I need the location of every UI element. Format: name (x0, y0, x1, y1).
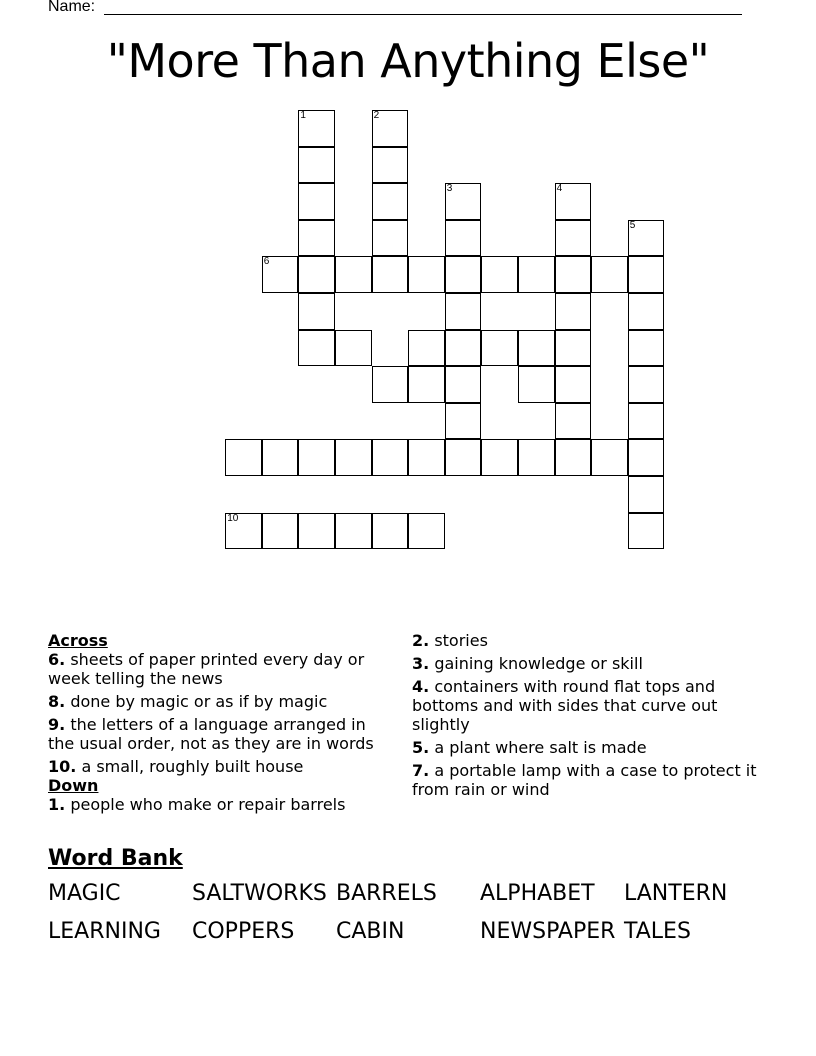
crossword-cell[interactable] (555, 220, 592, 257)
crossword-cell[interactable] (445, 293, 482, 330)
down-heading: Down (48, 776, 99, 795)
clue-number: 9. (48, 715, 66, 734)
cell-number: 4 (556, 183, 563, 195)
crossword-cell[interactable] (628, 330, 665, 367)
word-bank-word: NEWSPAPER (480, 919, 616, 944)
word-bank-word: LEARNING (48, 919, 161, 944)
crossword-cell[interactable] (555, 256, 592, 293)
cell-number: 1 (300, 110, 306, 121)
clue-number: 3. (412, 654, 430, 673)
clues-left-column (48, 631, 393, 818)
crossword-cell[interactable] (298, 330, 335, 367)
crossword-cell[interactable] (591, 256, 628, 293)
crossword-cell[interactable] (445, 403, 482, 440)
crossword-cell[interactable] (298, 256, 335, 293)
crossword-cell[interactable] (298, 220, 335, 257)
crossword-cell[interactable] (445, 366, 482, 403)
clue-number: 8. (48, 692, 66, 711)
crossword-cell[interactable] (298, 439, 335, 476)
clue-text: a small, roughly built house (81, 757, 304, 776)
clue-number: 1. (48, 795, 66, 814)
clues-right-column (412, 631, 757, 803)
crossword-cell[interactable] (225, 513, 262, 550)
clue-text: the letters of a language arranged in the usual order, not as they are in words (48, 715, 374, 753)
cell-number: 2 (373, 110, 380, 121)
clue-down-3 (412, 654, 757, 673)
page-title: "More Than Anything Else" (106, 34, 710, 88)
crossword-cell[interactable] (372, 220, 409, 257)
word-bank-word: ALPHABET (480, 881, 595, 906)
clue-across-6 (48, 650, 393, 688)
crossword-cell[interactable] (481, 439, 518, 476)
crossword-cell[interactable] (372, 183, 409, 220)
clue-down-2 (412, 631, 757, 650)
crossword-cell[interactable] (628, 513, 665, 550)
clue-text: stories (434, 631, 488, 650)
clue-text: a portable lamp with a case to protect it from rain or wind (412, 761, 757, 799)
crossword-cell[interactable] (555, 403, 592, 440)
crossword-cell[interactable] (335, 513, 372, 550)
word-bank-word: TALES (624, 919, 691, 944)
crossword-cell[interactable] (518, 256, 555, 293)
crossword-cell[interactable] (445, 256, 482, 293)
crossword-cell[interactable] (518, 439, 555, 476)
crossword-cell[interactable] (298, 293, 335, 330)
crossword-cell[interactable] (445, 330, 482, 367)
word-bank-word: BARRELS (336, 881, 437, 906)
clue-down-7 (412, 761, 757, 799)
crossword-cell[interactable] (335, 439, 372, 476)
crossword-cell[interactable] (518, 366, 555, 403)
cell-number: 5 (629, 219, 636, 231)
crossword-cell[interactable] (298, 513, 335, 550)
crossword-cell[interactable] (628, 476, 665, 513)
crossword-cell[interactable] (628, 293, 665, 330)
crossword-cell[interactable] (372, 110, 409, 147)
crossword-cell[interactable] (628, 256, 665, 293)
crossword-cell[interactable] (262, 256, 299, 293)
clue-number: 5. (412, 738, 430, 757)
crossword-cell[interactable] (372, 147, 409, 184)
crossword-cell[interactable] (335, 330, 372, 367)
crossword-cell[interactable] (298, 147, 335, 184)
crossword-cell[interactable] (225, 439, 262, 476)
clue-across-8 (48, 692, 393, 711)
clue-down-1 (48, 795, 393, 814)
clue-text: containers with round flat tops and bottoms and with sides that curve out slightly (412, 677, 718, 734)
crossword-cell[interactable] (628, 439, 665, 476)
crossword-cell[interactable] (591, 439, 628, 476)
cell-number: 10 (227, 512, 239, 524)
crossword-cell[interactable] (628, 403, 665, 440)
clue-number: 2. (412, 631, 430, 650)
clue-text: people who make or repair barrels (70, 795, 346, 814)
crossword-cell[interactable] (408, 330, 445, 367)
crossword-cell[interactable] (628, 220, 665, 257)
crossword-cell[interactable] (335, 256, 372, 293)
crossword-cell[interactable] (555, 183, 592, 220)
crossword-cell[interactable] (445, 183, 482, 220)
clue-text: sheets of paper printed every day or week telling the news (48, 650, 365, 688)
crossword-cell[interactable] (445, 439, 482, 476)
crossword-cell[interactable] (518, 330, 555, 367)
crossword-cell[interactable] (298, 110, 335, 147)
cell-number: 6 (263, 256, 270, 268)
crossword-cell[interactable] (298, 183, 335, 220)
clue-across-9 (48, 715, 393, 753)
crossword-cell[interactable] (555, 293, 592, 330)
word-bank-word: COPPERS (192, 919, 295, 944)
clue-across-10 (48, 757, 393, 776)
crossword-cell[interactable] (555, 366, 592, 403)
crossword-cell[interactable] (372, 366, 409, 403)
crossword-cell[interactable] (481, 256, 518, 293)
clue-down-4 (412, 677, 757, 734)
clue-text: done by magic or as if by magic (70, 692, 328, 711)
crossword-cell[interactable] (372, 256, 409, 293)
crossword-cell[interactable] (262, 513, 299, 550)
crossword-cell[interactable] (372, 513, 409, 550)
clue-text: a plant where salt is made (434, 738, 647, 757)
cell-number: 3 (446, 183, 453, 195)
clue-number: 7. (412, 761, 430, 780)
word-bank-word: CABIN (336, 919, 405, 944)
crossword-cell[interactable] (408, 513, 445, 550)
crossword-cell[interactable] (555, 439, 592, 476)
clue-text: gaining knowledge or skill (434, 654, 643, 673)
crossword-cell[interactable] (408, 256, 445, 293)
crossword-cell[interactable] (262, 439, 299, 476)
name-label: Name: (48, 0, 96, 15)
clue-number: 10. (48, 757, 77, 776)
clue-number: 4. (412, 677, 430, 696)
crossword-cell[interactable] (555, 330, 592, 367)
crossword-cell[interactable] (481, 330, 518, 367)
word-bank-title: Word Bank (48, 846, 183, 871)
crossword-cell[interactable] (445, 220, 482, 257)
word-bank-word: SALTWORKS (192, 881, 327, 906)
clue-number: 6. (48, 650, 66, 669)
word-bank-word: LANTERN (624, 881, 728, 906)
crossword-cell[interactable] (372, 439, 409, 476)
clue-down-5 (412, 738, 757, 757)
across-heading: Across (48, 631, 108, 650)
crossword-cell[interactable] (408, 439, 445, 476)
word-bank-word: MAGIC (48, 881, 121, 906)
crossword-cell[interactable] (628, 366, 665, 403)
crossword-cell[interactable] (408, 366, 445, 403)
